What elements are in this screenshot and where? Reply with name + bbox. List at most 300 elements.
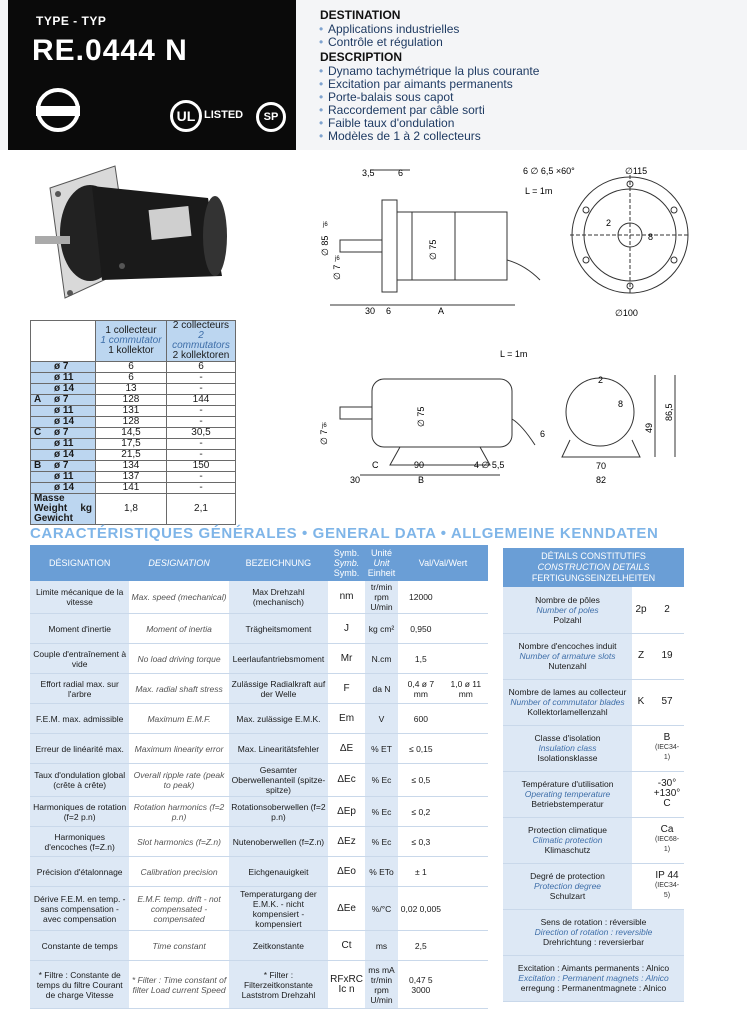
collector-value: 128 bbox=[96, 395, 167, 406]
type-box bbox=[8, 0, 296, 150]
general-cell-val: 0,02 0,005 bbox=[398, 887, 444, 931]
general-cell-val: 1,5 bbox=[398, 644, 444, 674]
general-cell-val2 bbox=[444, 581, 488, 614]
dim-holes: 6 ∅ 6,5 ×60° bbox=[523, 166, 575, 176]
general-row bbox=[30, 614, 488, 644]
details-fr: Degré de protection bbox=[530, 871, 605, 881]
details-label bbox=[503, 955, 684, 1001]
details-row bbox=[503, 587, 684, 633]
general-cell-de: Max. Linearitätsfehler bbox=[229, 734, 328, 764]
general-cell-en: No load driving torque bbox=[129, 644, 228, 674]
model-title: RE.0444 N bbox=[32, 34, 188, 67]
collector-value: 17,5 bbox=[96, 439, 167, 450]
details-de: Klimaschutz bbox=[544, 845, 591, 855]
rotation-icon bbox=[36, 88, 80, 132]
destination-description bbox=[320, 8, 740, 143]
details-label bbox=[503, 817, 632, 863]
dim-85: ∅ 85 bbox=[320, 235, 330, 256]
general-cell-sym: J bbox=[328, 614, 365, 644]
bullet-item: • Faible taux d'ondulation bbox=[320, 117, 740, 130]
details-standard: (IEC34-5) bbox=[654, 882, 680, 899]
general-cell-unit: kg cm² bbox=[365, 614, 398, 644]
general-cell-val: 600 bbox=[398, 704, 444, 734]
nameplate bbox=[149, 206, 192, 240]
details-row bbox=[503, 725, 684, 771]
foot-front-outline bbox=[566, 378, 634, 446]
bullet-item: • Contrôle et régulation bbox=[320, 36, 740, 49]
details-value-cell bbox=[650, 587, 684, 633]
details-symbol bbox=[632, 817, 650, 863]
general-cell-en: Moment of inertia bbox=[129, 614, 228, 644]
details-value: B bbox=[663, 732, 671, 743]
details-value-cell bbox=[650, 771, 684, 817]
th-designation-fr: DÉSIGNATION bbox=[30, 545, 129, 581]
collector-value: - bbox=[167, 417, 236, 428]
details-fr: Classe d'isolation bbox=[534, 733, 601, 743]
details-symbol: K bbox=[632, 679, 650, 725]
flange-outline bbox=[382, 200, 397, 292]
general-cell-en: Rotation harmonics (f=2 p.n) bbox=[129, 797, 228, 827]
details-en: Operating temperature bbox=[524, 789, 611, 799]
general-cell-de: Temperaturgang der E.M.K. - nicht kompensiert - kompensiert bbox=[229, 887, 328, 931]
destination-list bbox=[320, 23, 740, 49]
general-cell-fr: Constante de temps bbox=[30, 931, 129, 961]
general-cell-sym: ΔEc bbox=[328, 764, 365, 797]
general-cell-val2 bbox=[444, 887, 488, 931]
ul-logo-icon: UL bbox=[170, 100, 202, 132]
motor-rear-face bbox=[203, 196, 227, 276]
details-row bbox=[503, 679, 684, 725]
details-de: Isolationsklasse bbox=[537, 753, 598, 763]
collector-value: 134 bbox=[96, 461, 167, 472]
dim-100: ∅100 bbox=[615, 308, 638, 318]
shaft-diameter: ø 14 bbox=[54, 383, 75, 394]
details-header: DÉTAILS CONSTITUTIFS CONSTRUCTION DETAILS FERTIGUNGSEINZELHEITEN bbox=[503, 548, 684, 587]
general-cell-fr: Effort radial max. sur l'arbre bbox=[30, 674, 129, 704]
general-row bbox=[30, 887, 488, 931]
dim-7: ∅ 7 bbox=[332, 264, 342, 280]
collector-row bbox=[31, 384, 236, 395]
product-photo bbox=[30, 158, 250, 316]
shaft-diameter: ø 14 bbox=[54, 449, 75, 460]
general-row bbox=[30, 644, 488, 674]
general-row bbox=[30, 764, 488, 797]
general-cell-de: Nutenoberwellen (f=Z.n) bbox=[229, 827, 328, 857]
details-fr: Protection climatique bbox=[528, 825, 607, 835]
general-cell-val: ≤ 0,5 bbox=[398, 764, 444, 797]
general-cell-val: ≤ 0,2 bbox=[398, 797, 444, 827]
general-cell-en: Overall ripple rate (peak to peak) bbox=[129, 764, 228, 797]
general-cell-val2 bbox=[444, 764, 488, 797]
foot-dim-7: ∅ 7 bbox=[319, 429, 329, 445]
collector-value: 6 bbox=[167, 362, 236, 373]
foot-dim-86-5: 86,5 bbox=[664, 403, 674, 421]
details-standard: (IEC34-1) bbox=[654, 744, 680, 761]
general-cell-fr: * Filtre : Constante de temps du filtre Courant de charge Vitesse bbox=[30, 961, 129, 1009]
collector-value: 6 bbox=[96, 362, 167, 373]
collector-value: - bbox=[167, 472, 236, 483]
details-value-cell bbox=[650, 863, 684, 909]
details-fr: Nombre de lames au collecteur bbox=[508, 687, 627, 697]
dim-75: ∅ 75 bbox=[428, 239, 438, 260]
general-cell-en: * Filter : Time constant of filter Load current Speed bbox=[129, 961, 228, 1009]
group-letter: C bbox=[34, 427, 42, 438]
cable-outline bbox=[507, 260, 540, 280]
destination-title: DESTINATION bbox=[320, 8, 401, 22]
general-row bbox=[30, 797, 488, 827]
details-value: -30° +130° C bbox=[653, 778, 681, 809]
collector-row bbox=[31, 472, 236, 483]
general-cell-sym: ΔEz bbox=[328, 827, 365, 857]
general-cell-unit: % Ec bbox=[365, 827, 398, 857]
details-value: Ca bbox=[660, 824, 674, 835]
general-cell-val2 bbox=[444, 614, 488, 644]
collector-value: 144 bbox=[167, 395, 236, 406]
details-value: 57 bbox=[661, 696, 673, 707]
collector-value: - bbox=[167, 450, 236, 461]
th-designation-en: DESIGNATION bbox=[129, 545, 228, 581]
general-cell-val: 0,4 ø 7 mm bbox=[398, 674, 444, 704]
collector-row bbox=[31, 362, 236, 373]
details-label bbox=[503, 725, 632, 771]
general-cell-sym: F bbox=[328, 674, 365, 704]
collector-value: - bbox=[167, 384, 236, 395]
general-cell-de: Gesamter Oberwellenanteil (spitze-spitze) bbox=[229, 764, 328, 797]
general-cell-unit: ms mA tr/min rpm U/min bbox=[365, 961, 398, 1009]
dim-7-tol: j6 bbox=[335, 256, 340, 262]
general-cell-en: Max. speed (mechanical) bbox=[129, 581, 228, 614]
details-row bbox=[503, 909, 684, 955]
general-cell-val2 bbox=[444, 857, 488, 887]
general-cell-de: Zeitkonstante bbox=[229, 931, 328, 961]
general-cell-de: Max Drehzahl (mechanisch) bbox=[229, 581, 328, 614]
general-cell-sym: ΔEe bbox=[328, 887, 365, 931]
dim-6: 6 bbox=[398, 168, 404, 178]
foot-dim-b: B bbox=[418, 475, 425, 485]
general-cell-fr: F.E.M. max. admissible bbox=[30, 704, 129, 734]
details-label bbox=[503, 771, 632, 817]
general-cell-unit: % ETo bbox=[365, 857, 398, 887]
foot-dim-90: 90 bbox=[414, 460, 425, 470]
collector-value: 14,5 bbox=[96, 428, 167, 439]
general-row bbox=[30, 674, 488, 704]
details-value: 19 bbox=[661, 650, 673, 661]
collector-row bbox=[31, 450, 236, 461]
shaft-diameter: ø 7 bbox=[54, 361, 69, 372]
general-cell-en: E.M.F. temp. drift - not compensated - compensated bbox=[129, 887, 228, 931]
bullet-item: • Excitation par aimants permanents bbox=[320, 78, 740, 91]
details-row bbox=[503, 863, 684, 909]
details-row bbox=[503, 817, 684, 863]
general-cell-unit: %/°C bbox=[365, 887, 398, 931]
dim-2: 2 bbox=[606, 218, 612, 228]
general-cell-de: Zulässige Radialkraft auf der Welle bbox=[229, 674, 328, 704]
general-cell-en: Calibration precision bbox=[129, 857, 228, 887]
collector-value: 137 bbox=[96, 472, 167, 483]
bullet-item: • Porte-balais sous capot bbox=[320, 91, 740, 104]
mass-value-1: 1,8 bbox=[96, 494, 167, 525]
group-letter: B bbox=[34, 460, 42, 471]
collector-value: - bbox=[167, 373, 236, 384]
csa-logo-icon: SP bbox=[256, 102, 286, 132]
details-standard: (IEC68-1) bbox=[654, 836, 680, 853]
general-cell-val2 bbox=[444, 797, 488, 827]
shaft-diameter: ø 11 bbox=[54, 405, 74, 416]
foot-dim-75: ∅ 75 bbox=[416, 406, 426, 427]
general-cell-fr: Erreur de linéarité max. bbox=[30, 734, 129, 764]
collector-row bbox=[31, 373, 236, 384]
col-header-2: 2 collecteurs 2 commutators 2 kollektoren bbox=[167, 321, 236, 362]
details-row bbox=[503, 771, 684, 817]
dim-3-5: 3,5 bbox=[362, 168, 375, 178]
general-row bbox=[30, 581, 488, 614]
general-cell-unit: N.cm bbox=[365, 644, 398, 674]
collector-value: 6 bbox=[96, 373, 167, 384]
details-value-cell bbox=[650, 817, 684, 863]
general-cell-val2 bbox=[444, 644, 488, 674]
details-label bbox=[503, 587, 632, 633]
collector-row bbox=[31, 406, 236, 417]
general-cell-unit: tr/min rpm U/min bbox=[365, 581, 398, 614]
th-unit: Unité Unit Einheit bbox=[365, 545, 398, 581]
construction-details-table bbox=[503, 548, 684, 1002]
foot-dim-70: 70 bbox=[596, 461, 607, 471]
collector-value: - bbox=[167, 439, 236, 450]
details-symbol bbox=[632, 725, 650, 771]
general-cell-en: Maximum E.M.F. bbox=[129, 704, 228, 734]
general-cell-val2 bbox=[444, 961, 488, 1009]
details-value-cell bbox=[650, 633, 684, 679]
group-letter: A bbox=[34, 394, 42, 405]
general-cell-sym: Em bbox=[328, 704, 365, 734]
collector-value: 13 bbox=[96, 384, 167, 395]
details-value-cell bbox=[650, 679, 684, 725]
details-value: 2 bbox=[664, 603, 670, 615]
general-cell-val2 bbox=[444, 827, 488, 857]
details-de: Polzahl bbox=[553, 614, 582, 625]
general-cell-fr: Couple d'entraînement à vide bbox=[30, 644, 129, 674]
collector-value: 128 bbox=[96, 417, 167, 428]
general-cell-unit: % Ec bbox=[365, 797, 398, 827]
general-cell-val: ≤ 0,3 bbox=[398, 827, 444, 857]
foot-dim-49: 49 bbox=[644, 422, 654, 433]
foot-dim-82: 82 bbox=[596, 475, 607, 485]
col-header-1: 1 collecteur 1 commutator 1 kollektor bbox=[96, 321, 167, 362]
foot-dim-2: 2 bbox=[598, 375, 604, 385]
collector-value: - bbox=[167, 483, 236, 494]
shaft-diameter: ø 14 bbox=[54, 482, 75, 493]
general-cell-en: Maximum linearity error bbox=[129, 734, 228, 764]
general-cell-de: Eichgenauigkeit bbox=[229, 857, 328, 887]
general-cell-fr: Moment d'inertie bbox=[30, 614, 129, 644]
details-symbol: Z bbox=[632, 633, 650, 679]
details-en: Number of commutator blades bbox=[510, 697, 625, 707]
details-de: Kollektorlamellenzahl bbox=[527, 707, 608, 717]
bullet-item: • Modèles de 1 à 2 collecteurs bbox=[320, 130, 740, 143]
foot-dim-8: 8 bbox=[618, 399, 624, 409]
general-cell-fr: Taux d'ondulation global (crête à crête) bbox=[30, 764, 129, 797]
general-cell-unit: % Ec bbox=[365, 764, 398, 797]
details-de: Schulzart bbox=[549, 891, 586, 901]
motor-shaft bbox=[35, 236, 70, 244]
details-fr: Nombre de pôles bbox=[535, 594, 600, 605]
details-value-cell bbox=[650, 725, 684, 771]
details-symbol bbox=[632, 771, 650, 817]
collector-row bbox=[31, 461, 236, 472]
general-row bbox=[30, 827, 488, 857]
shaft-diameter: ø 11 bbox=[54, 438, 74, 449]
drawing-flange-mount bbox=[300, 160, 747, 325]
shaft-diameter: ø 7 bbox=[54, 427, 69, 438]
general-cell-de: Rotationsoberwellen (f=2 p.n) bbox=[229, 797, 328, 827]
details-en: Climatic protection bbox=[532, 835, 603, 845]
details-de: Nutenzahl bbox=[548, 661, 587, 671]
dim-115: ∅115 bbox=[625, 166, 648, 176]
general-cell-val: 0,47 5 3000 bbox=[398, 961, 444, 1009]
general-cell-val2 bbox=[444, 704, 488, 734]
general-cell-unit: da N bbox=[365, 674, 398, 704]
collector-value: 141 bbox=[96, 483, 167, 494]
general-cell-de: Trägheitsmoment bbox=[229, 614, 328, 644]
general-cell-unit: V bbox=[365, 704, 398, 734]
general-cell-fr: Limite mécanique de la vitesse bbox=[30, 581, 129, 614]
dim-6b: 6 bbox=[386, 306, 392, 316]
bullet-item: • Raccordement par câble sorti bbox=[320, 104, 740, 117]
general-cell-sym: ΔEp bbox=[328, 797, 365, 827]
foot-cable-outline bbox=[512, 419, 535, 445]
details-en: Direction of rotation : reversible bbox=[534, 927, 653, 937]
drawing-foot-mount bbox=[300, 345, 747, 490]
section-title: CARACTÉRISTIQUES GÉNÉRALES • GENERAL DATA • ALLGEMEINE KENNDATEN bbox=[30, 525, 659, 542]
general-cell-val: 12000 bbox=[398, 581, 444, 614]
general-cell-sym: RFxRC Ic n bbox=[328, 961, 365, 1009]
description-list bbox=[320, 65, 740, 143]
th-symbol: Symb. Symb. Symb. bbox=[328, 545, 365, 581]
details-fr: Excitation : Aimants permanents : Alnico bbox=[517, 963, 670, 973]
general-cell-de: * Filter : Filterzeitkonstante Laststrom Drehzahl bbox=[229, 961, 328, 1009]
foot-dim-6: 6 bbox=[540, 429, 546, 439]
details-fr: Sens de rotation : réversible bbox=[540, 917, 647, 927]
collector-row bbox=[31, 395, 236, 406]
body-outline bbox=[397, 212, 507, 280]
general-row bbox=[30, 931, 488, 961]
foot-shaft-outline bbox=[340, 407, 372, 419]
mass-value-2: 2,1 bbox=[167, 494, 236, 525]
foot-dim-c: C bbox=[372, 460, 379, 470]
ul-listed-mark bbox=[170, 100, 246, 140]
dim-85-tol: j6 bbox=[323, 222, 328, 228]
general-cell-sym: nm bbox=[328, 581, 365, 614]
collector-value: 30,5 bbox=[167, 428, 236, 439]
collector-row bbox=[31, 428, 236, 439]
general-cell-fr: Harmoniques de rotation (f=2 p.n) bbox=[30, 797, 129, 827]
general-cell-val: 0,950 bbox=[398, 614, 444, 644]
details-label bbox=[503, 679, 632, 725]
details-value: IP 44 bbox=[655, 870, 679, 881]
general-cell-val: 2,5 bbox=[398, 931, 444, 961]
details-en: Number of poles bbox=[536, 604, 599, 615]
general-cell-fr: Précision d'étalonnage bbox=[30, 857, 129, 887]
collector-row bbox=[31, 439, 236, 450]
foot-dim-holes: 4 ∅ 5,5 bbox=[474, 460, 505, 470]
shaft-diameter: ø 11 bbox=[54, 471, 74, 482]
details-en: Number of armature slots bbox=[519, 651, 616, 661]
general-cell-en: Time constant bbox=[129, 931, 228, 961]
dim-a: A bbox=[438, 306, 445, 316]
general-row bbox=[30, 734, 488, 764]
general-cell-en: Max. radial shaft stress bbox=[129, 674, 228, 704]
details-fr: Nombre d'encoches induit bbox=[518, 641, 617, 651]
details-label bbox=[503, 909, 684, 955]
general-data-table bbox=[30, 545, 488, 1009]
shaft-outline bbox=[340, 240, 382, 252]
mass-label: Masse Weight kg Gewicht bbox=[31, 494, 96, 525]
general-row bbox=[30, 704, 488, 734]
flange-hole bbox=[55, 191, 61, 197]
type-label: TYPE - TYP bbox=[36, 14, 107, 28]
general-cell-en: Slot harmonics (f=Z.n) bbox=[129, 827, 228, 857]
general-cell-val: ± 1 bbox=[398, 857, 444, 887]
collector-value: 150 bbox=[167, 461, 236, 472]
collector-value: 131 bbox=[96, 406, 167, 417]
dim-cable-length: L = 1m bbox=[525, 186, 553, 196]
general-cell-sym: Mr bbox=[328, 644, 365, 674]
details-label bbox=[503, 863, 632, 909]
general-cell-unit: ms bbox=[365, 931, 398, 961]
general-cell-sym: Ct bbox=[328, 931, 365, 961]
general-row bbox=[30, 961, 488, 1009]
general-cell-val2: 1,0 ø 11 mm bbox=[444, 674, 488, 704]
collector-dimension-table bbox=[30, 320, 236, 525]
details-en: Protection degree bbox=[533, 881, 602, 891]
general-cell-unit: % ET bbox=[365, 734, 398, 764]
details-de: erregung : Permanentmagnete : Alnico bbox=[520, 983, 667, 993]
general-cell-sym: ΔEo bbox=[328, 857, 365, 887]
details-de: Drehrichtung : reversierbar bbox=[542, 937, 645, 947]
shaft-diameter: ø 11 bbox=[54, 372, 74, 383]
details-symbol bbox=[632, 863, 650, 909]
general-cell-val2 bbox=[444, 734, 488, 764]
th-value: Val/Val/Wert bbox=[398, 545, 488, 581]
details-symbol: 2p bbox=[632, 587, 650, 633]
flange-hole bbox=[119, 263, 125, 269]
shaft-diameter: ø 7 bbox=[54, 460, 69, 471]
collector-value: - bbox=[167, 406, 236, 417]
general-cell-fr: Dérive F.E.M. en temp. - sans compensation - avec compensation bbox=[30, 887, 129, 931]
general-cell-fr: Harmoniques d'encoches (f=Z.n) bbox=[30, 827, 129, 857]
foot-body-outline bbox=[372, 379, 512, 447]
foot-dim-7-tol: j6 bbox=[322, 423, 327, 429]
description-title: DESCRIPTION bbox=[320, 50, 403, 64]
details-en: Excitation : Permanent magnets : Alnico bbox=[518, 973, 669, 983]
general-row bbox=[30, 857, 488, 887]
collector-row bbox=[31, 483, 236, 494]
collector-value: 21,5 bbox=[96, 450, 167, 461]
details-de: Betriebstemperatur bbox=[531, 799, 604, 809]
bullet-item: • Dynamo tachymétrique la plus courante bbox=[320, 65, 740, 78]
shaft-diameter: ø 7 bbox=[54, 394, 69, 405]
general-cell-sym: ΔE bbox=[328, 734, 365, 764]
foot-dim-30: 30 bbox=[350, 475, 361, 485]
general-cell-de: Max. zulässige E.M.K. bbox=[229, 704, 328, 734]
dim-8: 8 bbox=[648, 232, 654, 242]
ul-listed-label: LISTED bbox=[204, 109, 244, 121]
bullet-item: • Applications industrielles bbox=[320, 23, 740, 36]
details-row bbox=[503, 633, 684, 679]
general-cell-de: Leerlaufantriebsmoment bbox=[229, 644, 328, 674]
details-row bbox=[503, 955, 684, 1001]
flange-hole bbox=[67, 290, 73, 296]
